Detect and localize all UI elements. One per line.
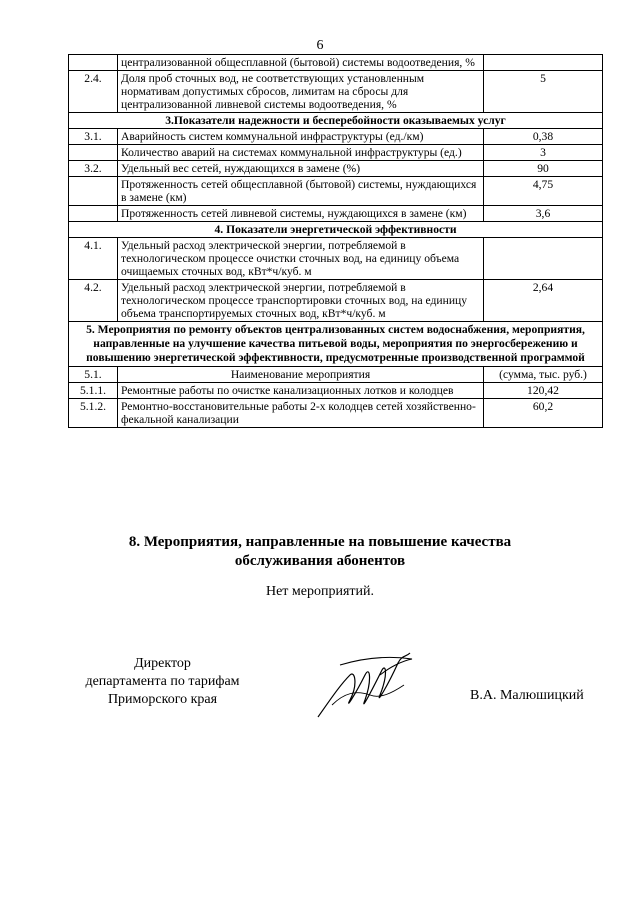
row-value xyxy=(484,238,603,280)
section-4-title: 4. Показатели энергетической эффективности xyxy=(69,222,603,238)
page-number: 6 xyxy=(316,38,324,53)
row-value: 5 xyxy=(484,71,603,113)
row-value: 60,2 xyxy=(484,399,603,428)
section-5-title: 5. Мероприятия по ремонту объектов централизованных систем водоснабжения, мероприятия, направленные на улучшение качества питьевой воды, мероприятия по энергосбережению и повышению энергетической эффективности, предусмотренные производственной программой xyxy=(69,322,603,367)
row-text: централизованной общесплавной (бытовой) системы водоотведения, % xyxy=(118,55,484,71)
table-row xyxy=(69,55,603,71)
table-row xyxy=(69,71,603,113)
section-8-heading xyxy=(0,533,640,571)
table-header-row xyxy=(69,367,603,383)
indicators-table xyxy=(68,54,603,428)
table-row xyxy=(69,177,603,206)
row-text: Доля проб сточных вод, не соответствующих установленным нормативам допустимых сбросов, лимитам на сбросы для централизованной ливневой системы водоотведения, % xyxy=(118,71,484,113)
header-name: Наименование мероприятия xyxy=(118,367,484,383)
row-text: Аварийность систем коммунальной инфраструктуры (ед./км) xyxy=(118,129,484,145)
row-number: 4.2. xyxy=(69,280,118,322)
signatory-title xyxy=(55,655,270,709)
row-number: 4.1. xyxy=(69,238,118,280)
section-header xyxy=(69,222,603,238)
row-text: Ремонтные работы по очистке канализационных лотков и колодцев xyxy=(118,383,484,399)
row-text: Протяженность сетей ливневой системы, нуждающихся в замене (км) xyxy=(118,206,484,222)
row-text: Количество аварий на системах коммунальной инфраструктуры (ед.) xyxy=(118,145,484,161)
row-number: 5.1.2. xyxy=(69,399,118,428)
row-number: 2.4. xyxy=(69,71,118,113)
table-row xyxy=(69,129,603,145)
row-text: Удельный расход электрической энергии, потребляемой в технологическом процессе очистки сточных вод, на единицу объема очищаемых сточных вод, кВт*ч/куб. м xyxy=(118,238,484,280)
section-8-line1: 8. Мероприятия, направленные на повышение качества xyxy=(128,534,512,550)
row-value: 2,64 xyxy=(484,280,603,322)
signatory-title-line3: Приморского края xyxy=(107,692,218,707)
table-row xyxy=(69,399,603,428)
section-header xyxy=(69,322,603,367)
table-row xyxy=(69,145,603,161)
row-text: Протяженность сетей общесплавной (бытовой) системы, нуждающихся в замене (км) xyxy=(118,177,484,206)
row-number: 3.2. xyxy=(69,161,118,177)
row-number xyxy=(69,177,118,206)
table-row xyxy=(69,161,603,177)
signatory-title-line2: департамента по тарифам xyxy=(85,674,240,689)
signatory-name: В.А. Малюшицкий xyxy=(470,688,584,703)
row-value: 0,38 xyxy=(484,129,603,145)
row-number xyxy=(69,55,118,71)
row-number: 3.1. xyxy=(69,129,118,145)
row-text: Ремонтно-восстановительные работы 2-х колодцев сетей хозяйственно-фекальной канализации xyxy=(118,399,484,428)
row-number xyxy=(69,145,118,161)
table-row xyxy=(69,280,603,322)
table-row xyxy=(69,383,603,399)
section-3-title: 3.Показатели надежности и бесперебойности оказываемых услуг xyxy=(69,113,603,129)
section-8-line2: обслуживания абонентов xyxy=(234,553,406,569)
row-value: 3,6 xyxy=(484,206,603,222)
row-text: Удельный вес сетей, нуждающихся в замене (%) xyxy=(118,161,484,177)
row-text: Удельный расход электрической энергии, потребляемой в технологическом процессе транспортировки сточных вод, на единицу объема транспортируемых сточных вод, кВт*ч/куб. м xyxy=(118,280,484,322)
signatory-title-line1: Директор xyxy=(134,656,191,671)
handwritten-signature xyxy=(310,645,420,725)
row-value: 3 xyxy=(484,145,603,161)
row-value: 120,42 xyxy=(484,383,603,399)
row-value: 4,75 xyxy=(484,177,603,206)
table-row xyxy=(69,206,603,222)
header-sum: (сумма, тыс. руб.) xyxy=(484,367,603,383)
row-number xyxy=(69,206,118,222)
no-measures-text: Нет мероприятий. xyxy=(265,584,375,599)
table-row xyxy=(69,238,603,280)
section-header xyxy=(69,113,603,129)
row-value xyxy=(484,55,603,71)
row-value: 90 xyxy=(484,161,603,177)
row-number: 5.1.1. xyxy=(69,383,118,399)
header-number: 5.1. xyxy=(69,367,118,383)
